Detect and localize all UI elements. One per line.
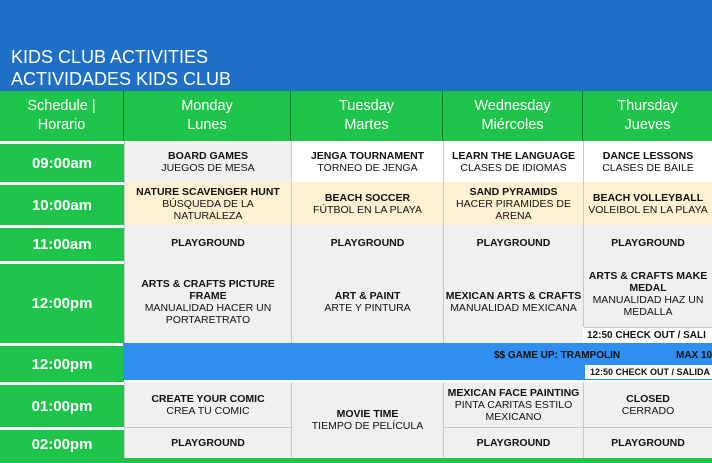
- activity-title: MEXICAN FACE PAINTING: [447, 386, 580, 399]
- header-schedule: [0, 91, 124, 141]
- activity-title: ART & PAINT: [334, 290, 401, 302]
- activity-title: JENGA TOURNAMENT: [310, 149, 425, 162]
- activity-title: DANCE LESSONS: [602, 149, 694, 162]
- activity-subtitle: TIEMPO DE PELÍCULA: [311, 420, 424, 432]
- activity-title: PLAYGROUND: [476, 237, 551, 249]
- activity-subtitle: NATURALEZA: [173, 209, 243, 222]
- activity-title: LEARN THE LANGUAGE: [451, 149, 576, 162]
- activity-subtitle: CERRADO: [621, 404, 675, 417]
- activity-subtitle: TORNEO DE JENGA: [317, 161, 418, 174]
- activity-subtitle: VOLEIBOL EN LA PLAYA: [588, 203, 708, 216]
- activity-subtitle: MANUALIDAD HAZ UN: [592, 294, 704, 306]
- activity-cell: [124, 182, 291, 225]
- activity-title: MEDAL: [629, 282, 667, 294]
- activity-cell: [583, 141, 712, 182]
- activity-cell: [583, 428, 712, 458]
- activity-cell: [443, 182, 583, 225]
- activity-subtitle: CLASES DE IDIOMAS: [460, 161, 567, 174]
- activity-cell: [291, 261, 443, 343]
- activity-cell: [291, 382, 443, 458]
- header-monday: [124, 91, 291, 141]
- activity-cell: [124, 382, 291, 427]
- activity-title: MEXICAN ARTS & CRAFTS: [445, 290, 582, 302]
- header-schedule-en: Schedule |: [27, 98, 96, 114]
- header-tuesday: [291, 91, 443, 141]
- activity-title: SAND PYRAMIDS: [469, 185, 558, 198]
- activity-cell: [583, 261, 712, 327]
- time-slot: 12:00pm: [0, 343, 124, 382]
- time-slot: 01:00pm: [0, 382, 124, 427]
- activity-title: PLAYGROUND: [171, 237, 245, 249]
- activity-cell: [291, 141, 443, 182]
- header-day-es: Miércoles: [481, 117, 544, 133]
- activity-cell: [583, 225, 712, 261]
- activity-title: NATURE SCAVENGER HUNT: [136, 185, 280, 198]
- activity-subtitle: CREA TU COMIC: [166, 404, 250, 417]
- activity-title: BEACH SOCCER: [324, 191, 411, 204]
- header-wednesday: [443, 91, 583, 141]
- activity-cell: [443, 141, 583, 182]
- activity-title: ARTS & CRAFTS MAKE: [588, 270, 708, 282]
- activity-cell: [291, 182, 443, 225]
- header-day-es: Martes: [344, 117, 389, 133]
- header-day-en: Tuesday: [338, 98, 395, 114]
- activity-cell: [124, 141, 291, 182]
- activity-subtitle: ARTE Y PINTURA: [324, 302, 411, 314]
- activity-subtitle: PINTA CARITAS ESTILO: [454, 398, 573, 411]
- activity-title: PLAYGROUND: [330, 237, 405, 249]
- activity-cell: [124, 428, 291, 458]
- activity-cell: [291, 225, 443, 261]
- activity-cell: [443, 382, 583, 427]
- activity-cell: [443, 225, 583, 261]
- time-slot: 12:00pm: [0, 261, 124, 343]
- bottom-border: [0, 458, 712, 463]
- time-slot: 02:00pm: [0, 427, 124, 458]
- time-slot: 10:00am: [0, 182, 124, 225]
- activity-title: CLOSED: [626, 392, 670, 405]
- activity-subtitle: MANUALIDAD MEXICANA: [450, 302, 577, 314]
- activity-subtitle: MEXICANO: [485, 410, 542, 423]
- activity-cell: [124, 225, 291, 261]
- game-up-text: $$ GAME UP: TRAMPOLIN: [494, 350, 621, 361]
- checkout-note: 12:50 CHECK OUT / SALI: [584, 327, 712, 344]
- activity-title: PLAYGROUND: [611, 237, 685, 249]
- activity-cell: [443, 261, 583, 343]
- time-slot: 09:00am: [0, 141, 124, 182]
- header-day-en: Wednesday: [474, 98, 551, 114]
- activity-cell: [443, 428, 583, 458]
- activity-cell: [583, 182, 712, 225]
- activity-subtitle: FÚTBOL EN LA PLAYA: [313, 203, 422, 216]
- title-english: KIDS CLUB ACTIVITIES: [11, 47, 209, 67]
- activity-cell: [124, 261, 291, 343]
- activity-title: ARTS & CRAFTS PICTURE: [141, 278, 275, 290]
- header-day-en: Monday: [181, 98, 233, 114]
- activity-title: MOVIE TIME: [336, 408, 399, 420]
- activity-subtitle: MANUALIDAD HACER UN: [144, 302, 272, 314]
- title-banner: [0, 0, 712, 91]
- header-schedule-es: Horario: [37, 117, 86, 133]
- header-day-es: Jueves: [624, 117, 671, 133]
- header-day-es: Lunes: [187, 117, 227, 133]
- time-slot: 11:00am: [0, 225, 124, 261]
- activity-subtitle: MEDALLA: [623, 306, 673, 318]
- activity-title: PLAYGROUND: [476, 437, 551, 449]
- activity-subtitle: CLASES DE BAILE: [602, 161, 694, 174]
- activity-subtitle: HACER PIRAMIDES DE: [456, 197, 571, 210]
- checkout-note: 12:50 CHECK OUT / SALIDA: [585, 365, 712, 379]
- activity-title: PLAYGROUND: [171, 437, 245, 449]
- activity-subtitle: ARENA: [495, 209, 532, 222]
- activity-subtitle: PORTARETRATO: [165, 314, 251, 326]
- header-thursday: [583, 91, 712, 141]
- activity-subtitle: BÚSQUEDA DE LA: [162, 197, 254, 210]
- activity-title: PLAYGROUND: [611, 437, 685, 449]
- header-day-en: Thursday: [617, 98, 678, 114]
- activity-title: CREATE YOUR COMIC: [151, 392, 265, 405]
- activity-title: BOARD GAMES: [168, 149, 248, 162]
- activity-title: BEACH VOLLEYBALL: [592, 191, 704, 204]
- activity-cell: [583, 382, 712, 427]
- game-up-max: MAX 10: [676, 350, 712, 361]
- activity-title: FRAME: [189, 290, 227, 302]
- activity-subtitle: JUEGOS DE MESA: [161, 161, 255, 174]
- title-spanish: ACTIVIDADES KIDS CLUB: [11, 69, 232, 89]
